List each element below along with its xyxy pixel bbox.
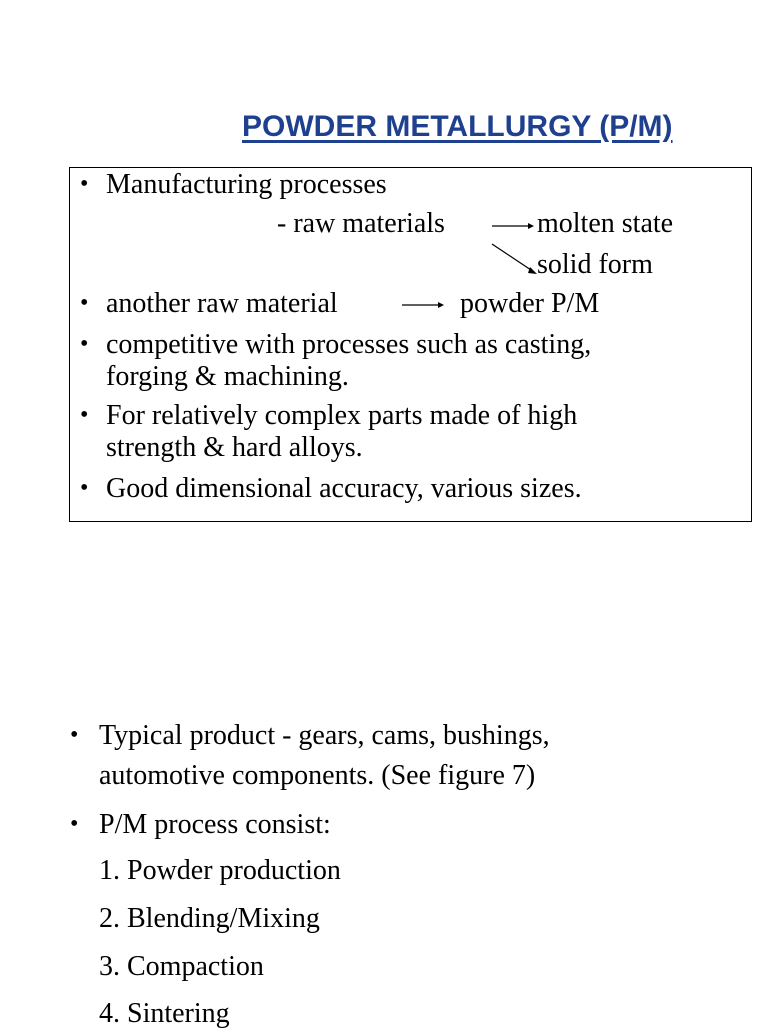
box-line-3a: competitive with processes such as casting, [106,329,592,360]
box-line-1: Manufacturing processes [106,169,387,200]
step-3: 3. Compaction [99,951,264,982]
box-line-5: Good dimensional accuracy, various sizes. [106,473,582,504]
box-line-4b: strength & hard alloys. [106,432,363,463]
bullet-1: • [80,171,89,197]
box-line-4a: For relatively complex parts made of high [106,400,578,431]
lower-line-1a: Typical product - gears, cams, bushings, [99,720,550,751]
bullet-6: • [70,722,79,748]
step-1: 1. Powder production [99,855,341,886]
arrow-right-icon [492,219,534,233]
lower-line-1b: automotive components. (See figure 7) [99,760,536,791]
bullet-4: • [80,402,89,428]
lower-line-2: P/M process consist: [99,809,331,840]
step-2: 2. Blending/Mixing [99,903,320,934]
arrow-right-icon [402,298,444,312]
box-line-2b: powder P/M [460,288,600,319]
arrow-diagonal-icon [490,242,540,278]
box-line-3b: forging & machining. [106,361,349,392]
box-line-2a: another raw material [106,288,338,319]
step-4: 4. Sintering [99,998,230,1029]
bullet-2: • [80,290,89,316]
raw-materials-text: - raw materials [277,208,445,239]
molten-state-text: molten state [537,208,674,239]
bullet-5: • [80,475,89,501]
bullet-7: • [70,811,79,837]
solid-form-text: solid form [537,249,653,280]
page-title: POWDER METALLURGY (P/M) [242,110,673,143]
bullet-3: • [80,331,89,357]
